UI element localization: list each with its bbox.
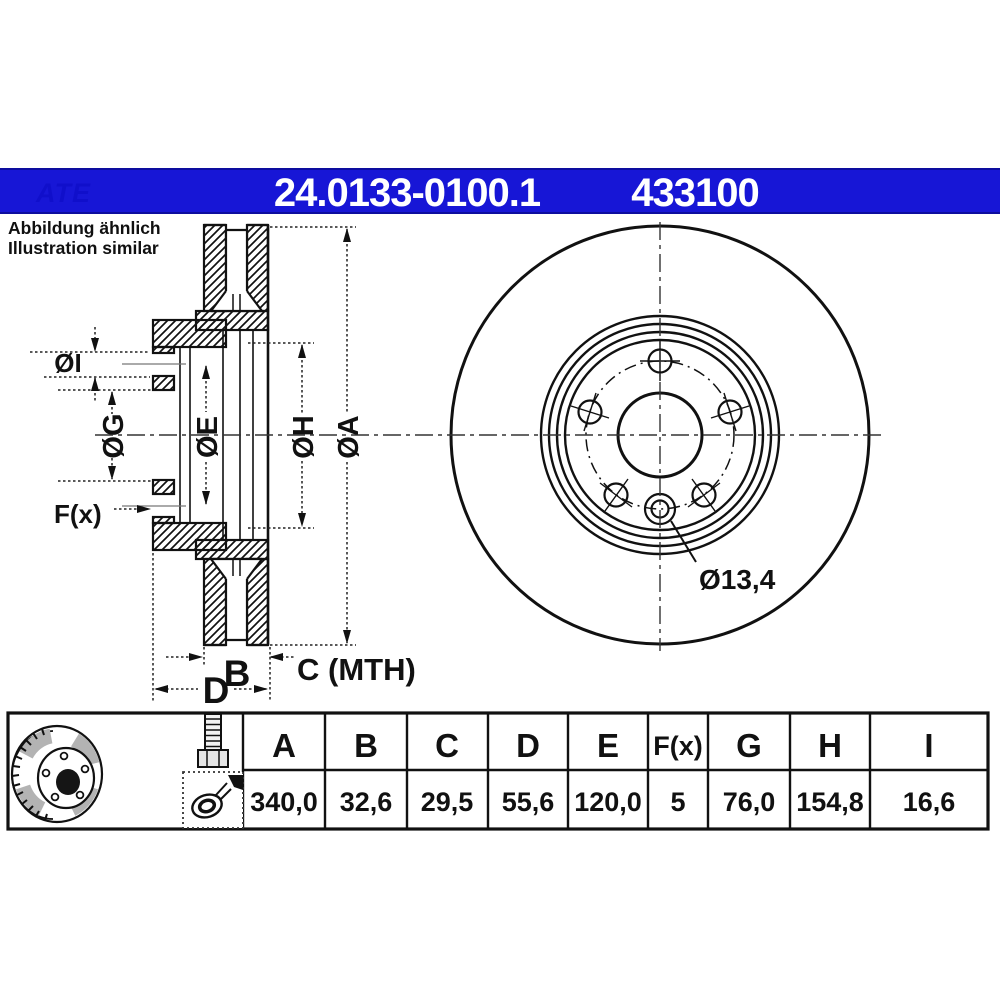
note-line-de: Abbildung ähnlich xyxy=(8,218,161,238)
note-line-en: Illustration similar xyxy=(8,237,159,258)
table-value-a: 340,0 xyxy=(250,787,318,817)
table-value-d: 55,6 xyxy=(501,787,555,817)
table-header-d: D xyxy=(516,727,540,764)
table-header-f: F(x) xyxy=(653,731,703,761)
table-header-b: B xyxy=(354,727,378,764)
dim-label-b: B xyxy=(223,653,251,694)
dim-label-i: ØI xyxy=(54,348,82,378)
table-value-b: 32,6 xyxy=(339,787,393,817)
section-hat-wall-bottom-a xyxy=(153,517,174,523)
table-header-i: I xyxy=(924,727,934,764)
table-value-f: 5 xyxy=(670,787,686,817)
table-header-h: H xyxy=(818,727,842,764)
dim-label-g: ØG xyxy=(98,413,130,459)
section-hat-wall-bottom-b xyxy=(153,480,174,494)
table-header-a: A xyxy=(272,727,296,764)
mounting-bolt-icon xyxy=(198,714,228,767)
table-value-e: 120,0 xyxy=(574,787,642,817)
table-value-h: 154,8 xyxy=(796,787,864,817)
coating-spray-icon xyxy=(183,772,243,828)
dim-label-a: ØA xyxy=(333,415,365,459)
part-number: 24.0133-0100.1 xyxy=(273,171,541,215)
table-header-e: E xyxy=(596,727,620,764)
table-header-g: G xyxy=(736,727,762,764)
brake-disc-perspective-icon xyxy=(12,726,102,822)
dim-label-h: ØH xyxy=(288,415,320,459)
section-hat-flange-bottom xyxy=(153,523,226,550)
section-hat-wall-top-a xyxy=(153,347,174,353)
dim-label-f: F(x) xyxy=(54,499,102,529)
dim-label-c: C (MTH) xyxy=(297,652,416,687)
table-value-g: 76,0 xyxy=(722,787,776,817)
table-value-i: 16,6 xyxy=(902,787,956,817)
dim-label-d: D xyxy=(202,670,230,711)
section-hat-flange-top xyxy=(153,320,226,347)
table-value-c: 29,5 xyxy=(420,787,474,817)
dim-label-e: ØE xyxy=(192,416,224,458)
section-hat-wall-top-b xyxy=(153,376,174,390)
locating-hole-label: Ø13,4 xyxy=(699,564,776,595)
table-header-c: C xyxy=(435,727,459,764)
ate-watermark: ATE xyxy=(36,178,91,208)
spec-table xyxy=(8,713,988,829)
catalog-number: 433100 xyxy=(631,171,759,215)
